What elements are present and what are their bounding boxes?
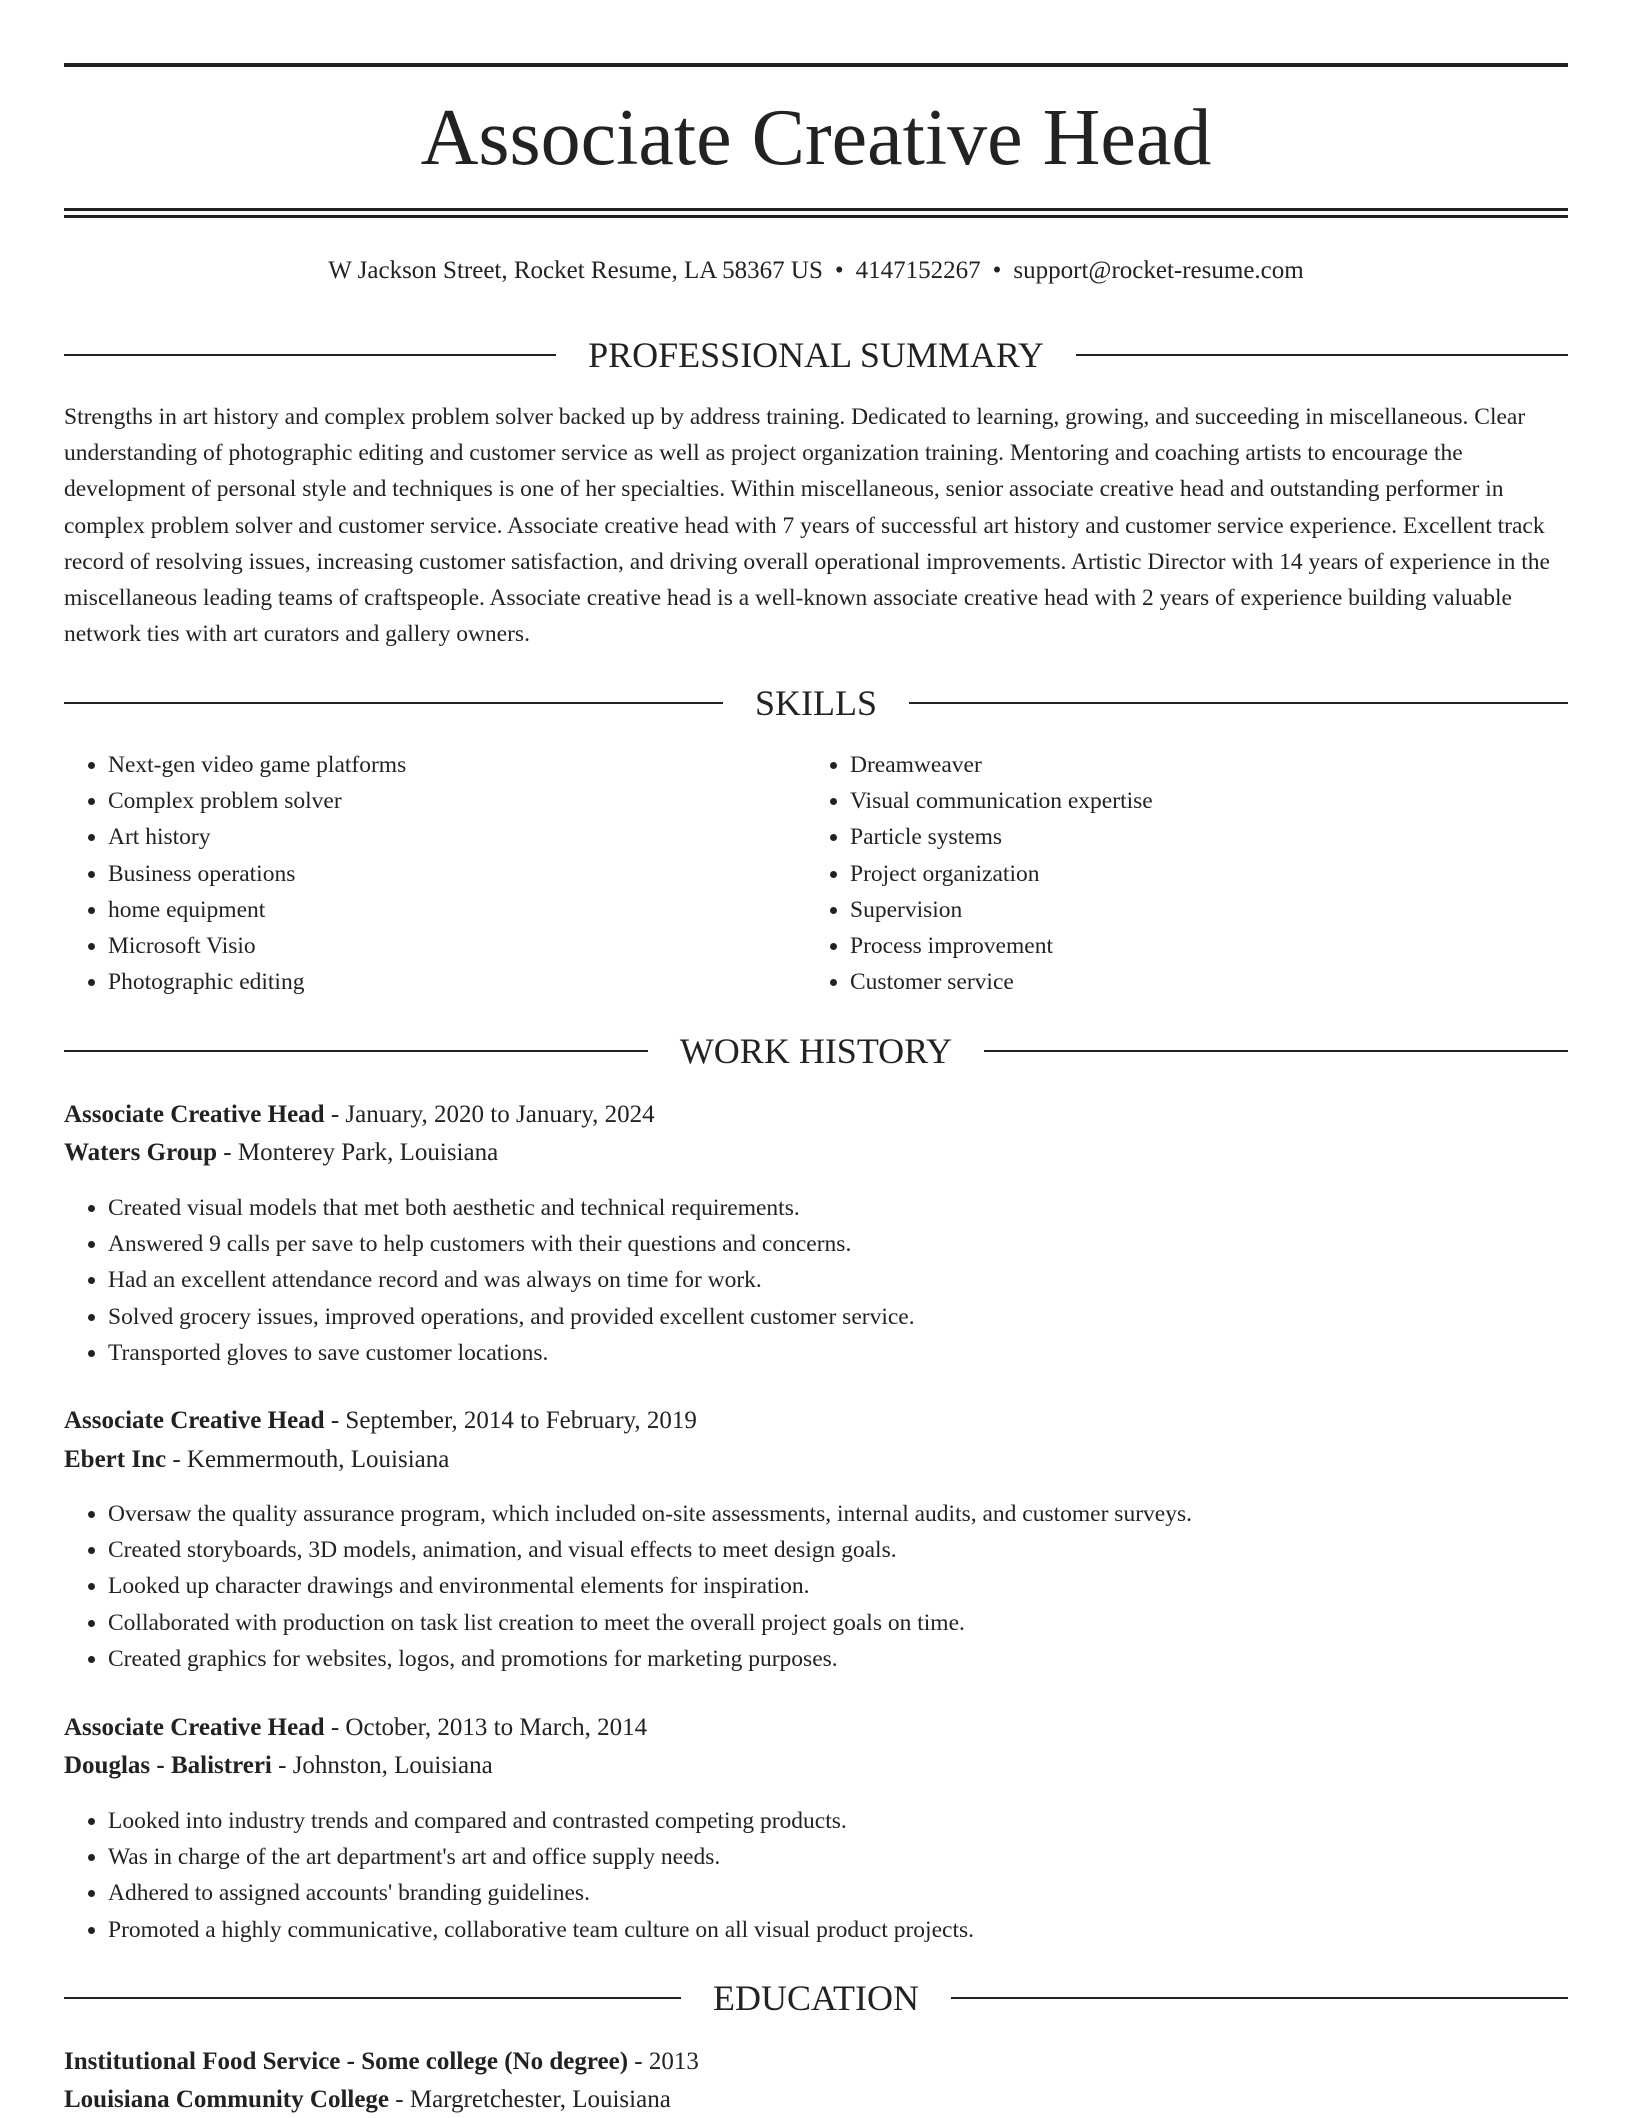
contact-separator: • <box>834 257 844 284</box>
top-rule <box>64 63 1568 67</box>
skills-column-left <box>64 747 804 1000</box>
list-item: • Created storyboards, 3D models, animation, and visual effects to meet design goals. <box>108 1532 1568 1568</box>
job-company-line <box>64 1442 1568 1478</box>
list-item: • Created graphics for websites, logos, and promotions for marketing purposes. <box>108 1641 1568 1677</box>
list-item: • Particle systems <box>850 819 1546 855</box>
job-title: Associate Creative Head <box>64 1714 325 1741</box>
contact-phone: 4147152267 <box>855 257 981 284</box>
job-location: - Kemmermouth, Louisiana <box>166 1446 450 1473</box>
list-item: • Dreamweaver <box>850 747 1546 783</box>
work-heading-label: WORK HISTORY <box>679 1031 953 1071</box>
list-item: • Promoted a highly communicative, collaborative team culture on all visual product projects. <box>108 1912 1568 1948</box>
summary-text: Strengths in art history and complex problem solver backed up by address training. Dedicated to learning, growing, and succeeding in miscellaneous. Clear understanding of photographic editing and customer service as well as project organization training. Mentoring and coaching artists to encourage the development of personal style and techniques is one of her specialties. Within miscellaneous, senior associate creative head and outstanding performer in complex problem solver and customer service. Associate creative head with 7 years of successful art history and customer service experience. Excellent track record of resolving issues, increasing customer satisfaction, and driving overall operational improvements. Artistic Director with 14 years of experience in the miscellaneous leading teams of craftspeople. Associate creative head is a well-known associate creative head with 2 years of experience building valuable network ties with art curators and gallery owners. <box>64 404 1550 648</box>
contact-address: W Jackson Street, Rocket Resume, LA 58367 US <box>328 257 823 284</box>
job-location: - Monterey Park, Louisiana <box>217 1139 499 1166</box>
list-item: • Was in charge of the art department's art and office supply needs. <box>108 1839 1568 1875</box>
list-item: • Photographic editing <box>108 964 804 1000</box>
heading-rule <box>64 1997 681 1999</box>
education-school: Louisiana Community College <box>64 2086 390 2113</box>
list-item: • Answered 9 calls per save to help customers with their questions and concerns. <box>108 1226 1568 1262</box>
job-title-line <box>64 1710 1568 1746</box>
list-item: • Solved grocery issues, improved operations, and provided excellent customer service. <box>108 1299 1568 1335</box>
work-heading <box>64 1029 1568 1073</box>
list-item: • Next-gen video game platforms <box>108 747 804 783</box>
contact-separator: • <box>992 257 1002 284</box>
summary-heading-label: PROFESSIONAL SUMMARY <box>588 335 1044 375</box>
heading-rule <box>64 1050 648 1052</box>
heading-rule <box>64 354 556 356</box>
name-underline-lower <box>64 215 1568 218</box>
job-dates: - September, 2014 to February, 2019 <box>324 1407 697 1434</box>
job-dates: - October, 2013 to March, 2014 <box>324 1714 648 1741</box>
job-location: - Johnston, Louisiana <box>271 1752 493 1779</box>
skills-heading-label: SKILLS <box>755 683 878 723</box>
list-item: • Adhered to assigned accounts' branding guidelines. <box>108 1875 1568 1911</box>
resume-name: Associate Creative Head <box>420 94 1212 182</box>
job-bullet-list <box>64 1803 1568 1948</box>
list-item: • Had an excellent attendance record and was always on time for work. <box>108 1262 1568 1298</box>
job-company: Douglas - Balistreri <box>64 1752 272 1779</box>
list-item: • Project organization <box>850 856 1546 892</box>
list-item: • Art history <box>108 819 804 855</box>
heading-rule <box>951 1997 1568 1999</box>
heading-rule <box>64 702 723 704</box>
list-item: • Business operations <box>108 856 804 892</box>
skills-list-right <box>806 747 1546 1000</box>
contact-line <box>64 254 1568 288</box>
skills-column-right <box>806 747 1546 1000</box>
job-bullets <box>64 1190 1568 1371</box>
job-company: Ebert Inc <box>64 1446 167 1473</box>
education-school-line <box>64 2082 1568 2118</box>
job-bullet-list <box>64 1496 1568 1677</box>
job-company-line <box>64 1135 1568 1171</box>
list-item: • Microsoft Visio <box>108 928 804 964</box>
job-title-line <box>64 1403 1568 1439</box>
job-company-line <box>64 1748 1568 1784</box>
list-item: • Collaborated with production on task list creation to meet the overall project goals on time. <box>108 1605 1568 1641</box>
list-item: • Oversaw the quality assurance program, which included on-site assessments, internal audits, and customer surveys. <box>108 1496 1568 1532</box>
job-title-line <box>64 1097 1568 1133</box>
list-item: • Created visual models that met both aesthetic and technical requirements. <box>108 1190 1568 1226</box>
education-degree-line <box>64 2044 1568 2080</box>
list-item: • Looked up character drawings and environmental elements for inspiration. <box>108 1568 1568 1604</box>
education-year: - 2013 <box>628 2048 699 2075</box>
heading-rule <box>1076 354 1568 356</box>
job-bullets <box>64 1803 1568 1948</box>
education-location: - Margretchester, Louisiana <box>389 2086 671 2113</box>
job-bullets <box>64 1496 1568 1677</box>
list-item: • Transported gloves to save customer locations. <box>108 1335 1568 1371</box>
job-title: Associate Creative Head <box>64 1407 325 1434</box>
education-heading-label: EDUCATION <box>713 1978 919 2018</box>
heading-rule <box>909 702 1568 704</box>
skills-heading <box>64 681 1568 725</box>
name-underline-upper <box>64 208 1568 211</box>
summary-heading <box>64 333 1568 377</box>
job-dates: - January, 2020 to January, 2024 <box>324 1101 655 1128</box>
job-company: Waters Group <box>64 1139 218 1166</box>
job-bullet-list <box>64 1190 1568 1371</box>
education-heading <box>64 1976 1568 2020</box>
list-item: • Complex problem solver <box>108 783 804 819</box>
list-item: • Customer service <box>850 964 1546 1000</box>
heading-rule <box>984 1050 1568 1052</box>
list-item: • Visual communication expertise <box>850 783 1546 819</box>
skills-list-left <box>64 747 804 1000</box>
list-item: • home equipment <box>108 892 804 928</box>
job-title: Associate Creative Head <box>64 1101 325 1128</box>
contact-email[interactable]: support@rocket-resume.com <box>1013 257 1304 284</box>
list-item: • Looked into industry trends and compared and contrasted competing products. <box>108 1803 1568 1839</box>
list-item: • Process improvement <box>850 928 1546 964</box>
education-degree: Institutional Food Service - Some college (No degree) <box>64 2048 629 2075</box>
list-item: • Supervision <box>850 892 1546 928</box>
